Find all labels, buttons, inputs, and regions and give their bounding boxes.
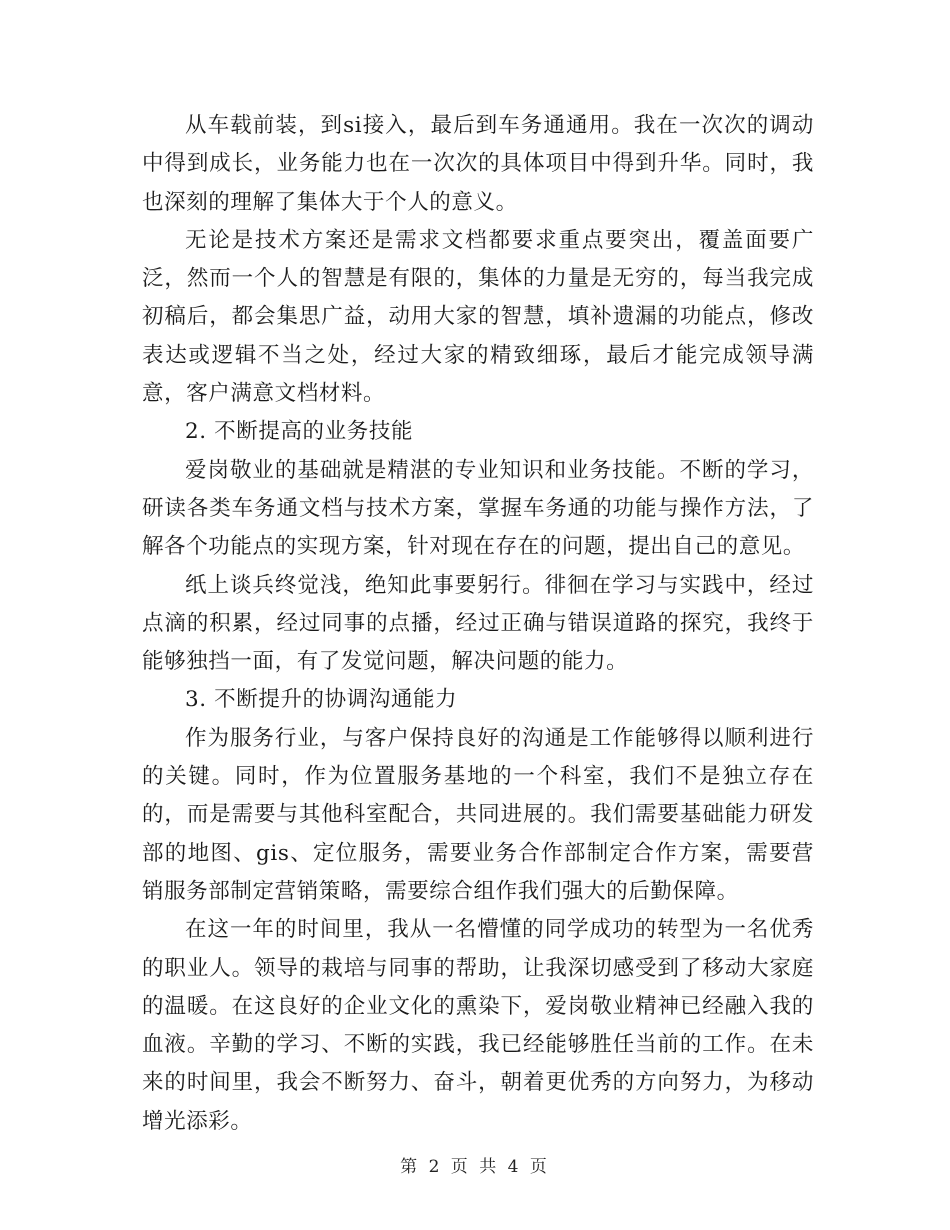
document-body	[142, 107, 814, 1141]
section-heading-communication: 3. 不断提升的协调沟通能力	[185, 687, 458, 713]
paragraph-practice: 纸上谈兵终觉浅，绝知此事要躬行。徘徊在学习与实践中，经过点滴的积累，经过同事的点播，经过正确与错误道路的探究，我终于能够独挡一面，有了发觉问题，解决问题的能力。	[142, 572, 814, 675]
paragraph-communication: 作为服务行业，与客户保持良好的沟通是工作能够得以顺利进行的关键。同时，作为位置服务基地的一个科室，我们不是独立存在的，而是需要与其他科室配合，共同进展的。我们需要基础能力研发部的地图、gis、定位服务，需要业务合作部制定合作方案，需要营销服务部制定营销策略，需要综合组作我们强大的后勤保障。	[142, 725, 814, 904]
paragraph-conclusion: 在这一年的时间里，我从一名懵懂的同学成功的转型为一名优秀的职业人。领导的栽培与同事的帮助，让我深切感受到了移动大家庭的温暖。在这良好的企业文化的熏染下，爱岗敬业精神已经融入我的血液。辛勤的学习、不断的实践，我已经能够胜任当前的工作。在未来的时间里，我会不断努力、奋斗，朝着更优秀的方向努力，为移动增光添彩。	[142, 917, 814, 1134]
section-heading-business-skills: 2. 不断提高的业务技能	[185, 419, 414, 445]
paragraph-collective: 从车载前装，到si接入，最后到车务通通用。我在一次次的调动中得到成长，业务能力也在一次次的具体项目中得到升华。同时，我也深刻的理解了集体大于个人的意义。	[142, 113, 814, 215]
paragraph-skills-foundation: 爱岗敬业的基础就是精湛的专业知识和业务技能。不断的学习，研读各类车务通文档与技术方案，掌握车务通的功能与操作方法，了解各个功能点的实现方案，针对现在存在的问题，提出自己的意见。	[142, 457, 814, 560]
paragraph-teamwork: 无论是技术方案还是需求文档都要求重点要突出，覆盖面要广泛，然而一个人的智慧是有限的，集体的力量是无穷的，每当我完成初稿后，都会集思广益，动用大家的智慧，填补遗漏的功能点，修改表达或逻辑不当之处，经过大家的精致细琢，最后才能完成领导满意，客户满意文档材料。	[142, 227, 814, 407]
page-number-footer: 第 2 页 共 4 页	[400, 1157, 550, 1177]
